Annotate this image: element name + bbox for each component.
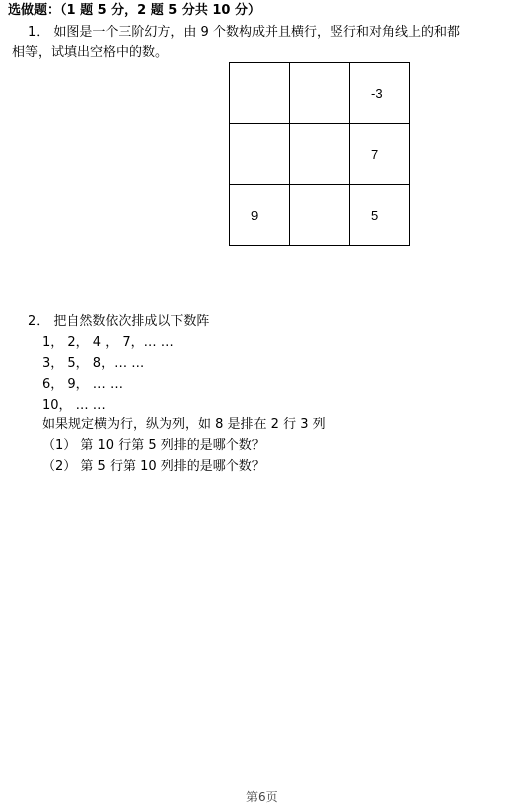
grid-cell: [290, 63, 350, 124]
grid-cell-value: 7: [371, 146, 379, 162]
grid-cell: [290, 185, 350, 246]
question-2-heading: 2． 把自然数依次排成以下数阵: [28, 314, 210, 329]
question-1-text-line2: 相等，试填出空格中的数。: [12, 45, 169, 60]
grid-cell: [230, 185, 290, 246]
grid-row: [230, 124, 410, 185]
grid-cell: [350, 124, 410, 185]
sequence-row-3: 6， 9， … …: [42, 377, 123, 392]
sequence-row-4: 10， … …: [42, 398, 106, 413]
page-footer: 第6页: [246, 790, 278, 804]
grid-cell: [350, 185, 410, 246]
question-2-subquestion-2: （2） 第 5 行第 10 列排的是哪个数？: [42, 459, 265, 474]
question-2-subquestion-1: （1） 第 10 行第 5 列排的是哪个数？: [42, 438, 265, 453]
grid-cell: [350, 63, 410, 124]
grid-cell-value: -3: [371, 85, 383, 101]
question-1-text-line1: 1． 如图是一个三阶幻方，由 9 个数构成并且横行，竖行和对角线上的和都: [28, 25, 460, 40]
grid-cell: [290, 124, 350, 185]
sequence-row-2: 3， 5， 8，… …: [42, 356, 145, 371]
section-title: 选做题：（1 题 5 分，2 题 5 分共 10 分）: [8, 3, 261, 18]
magic-square-grid: [229, 62, 410, 246]
grid-cell-value: 9: [251, 207, 259, 223]
grid-row: [230, 63, 410, 124]
grid-cell-value: 5: [371, 207, 379, 223]
grid-row: [230, 185, 410, 246]
sequence-row-1: 1， 2， 4 ， 7，… …: [42, 335, 174, 350]
question-2-rule: 如果规定横为行，纵为列，如 8 是排在 2 行 3 列: [42, 417, 326, 432]
grid-cell: [230, 63, 290, 124]
grid-cell: [230, 124, 290, 185]
